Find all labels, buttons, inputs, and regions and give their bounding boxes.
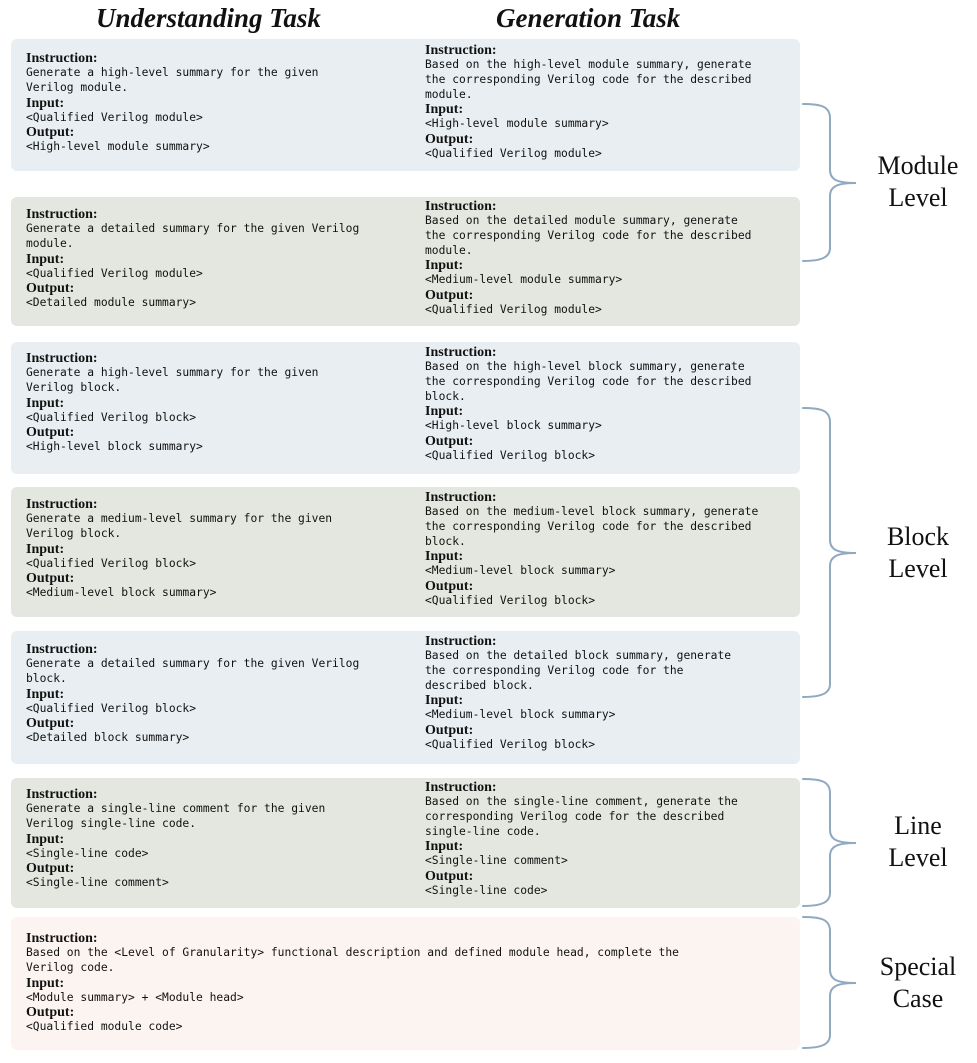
output-text: <High-level module summary> <box>26 140 210 154</box>
output-label: Output: <box>26 425 75 441</box>
instruction-text: Generate a high-level summary for the given Verilog module. <box>26 66 319 94</box>
instruction-text: Generate a detailed summary for the given Verilog module. <box>26 222 360 250</box>
output-label: Output: <box>26 281 75 297</box>
understanding-cell <box>26 497 406 601</box>
input-text: <Qualified Verilog block> <box>26 556 197 570</box>
generation-cell <box>425 345 805 464</box>
row-module-detailed <box>11 197 800 326</box>
output-text: <Medium-level block summary> <box>26 586 217 600</box>
module-level-label <box>858 150 977 214</box>
instruction-label: Instruction: <box>26 351 98 366</box>
input-text: <Qualified Verilog module> <box>26 266 203 280</box>
row-module-high-level <box>11 39 800 171</box>
module-level-label-line1: Module <box>877 151 959 180</box>
instruction-label: Instruction: <box>425 199 497 214</box>
block-level-label-line2: Level <box>888 554 948 583</box>
special-case-brace <box>803 917 856 1048</box>
instruction-label: Instruction: <box>425 43 497 58</box>
output-label: Output: <box>425 723 474 739</box>
output-label: Output: <box>425 579 474 595</box>
input-text: <Qualified Verilog block> <box>26 701 197 715</box>
output-label: Output: <box>26 716 75 732</box>
input-label: Input: <box>26 541 65 557</box>
input-label: Input: <box>425 839 464 855</box>
output-label: Output: <box>425 288 474 304</box>
output-label: Output: <box>26 1005 75 1021</box>
block-level-brace <box>803 408 856 697</box>
instruction-text: Generate a high-level summary for the given Verilog block. <box>26 366 319 394</box>
instruction-text: Based on the <Level of Granularity> functional description and defined module head, complete the Verilog code. <box>26 946 679 974</box>
input-text: <Single-line comment> <box>425 854 568 868</box>
understanding-cell <box>26 787 406 891</box>
block-level-label <box>858 521 977 585</box>
generation-cell <box>425 43 805 162</box>
instruction-label: Instruction: <box>26 931 98 946</box>
output-text: <Detailed module summary> <box>26 296 197 310</box>
output-text: <Qualified Verilog block> <box>425 594 596 608</box>
input-label: Input: <box>26 395 65 411</box>
input-text: <Module summary> + <Module head> <box>26 990 244 1004</box>
instruction-text: Based on the detailed block summary, generate the corresponding Verilog code for the described block. <box>425 649 732 692</box>
input-label: Input: <box>26 831 65 847</box>
instruction-text: Based on the high-level module summary, generate the corresponding Verilog code for the described module. <box>425 58 752 101</box>
instruction-text: Based on the detailed module summary, generate the corresponding Verilog code for the described module. <box>425 214 752 257</box>
generation-cell <box>425 634 805 753</box>
instruction-label: Instruction: <box>425 345 497 360</box>
instruction-text: Generate a detailed summary for the given Verilog block. <box>26 657 360 685</box>
input-text: <High-level module summary> <box>425 117 609 131</box>
instruction-text: Based on the single-line comment, generate the corresponding Verilog code for the described single-line code. <box>425 795 738 838</box>
input-text: <Single-line code> <box>26 846 149 860</box>
input-label: Input: <box>425 549 464 565</box>
row-special-case <box>11 917 800 1050</box>
instruction-text: Generate a single-line comment for the given Verilog single-line code. <box>26 802 326 830</box>
instruction-text: Generate a medium-level summary for the given Verilog block. <box>26 512 333 540</box>
output-text: <Qualified module code> <box>26 1020 183 1034</box>
instruction-label: Instruction: <box>26 787 98 802</box>
instruction-label: Instruction: <box>26 497 98 512</box>
output-text: <Single-line comment> <box>26 876 169 890</box>
line-level-label-line1: Line <box>894 811 942 840</box>
instruction-label: Instruction: <box>425 634 497 649</box>
input-label: Input: <box>26 251 65 267</box>
output-label: Output: <box>26 125 75 141</box>
instruction-label: Instruction: <box>26 207 98 222</box>
special-case-label-line2: Case <box>892 984 944 1013</box>
instruction-label: Instruction: <box>425 490 497 505</box>
special-cell <box>26 931 786 1035</box>
special-case-label <box>858 951 977 1015</box>
understanding-cell <box>26 351 406 455</box>
input-label: Input: <box>425 258 464 274</box>
line-level-label <box>858 810 977 874</box>
output-text: <Qualified Verilog block> <box>425 449 596 463</box>
input-text: <Medium-level module summary> <box>425 273 623 287</box>
row-line-level <box>11 778 800 908</box>
generation-cell <box>425 490 805 609</box>
row-block-high-level <box>11 342 800 474</box>
instruction-label: Instruction: <box>26 51 98 66</box>
input-label: Input: <box>425 102 464 118</box>
output-label: Output: <box>425 869 474 885</box>
instruction-text: Based on the medium-level block summary, generate the corresponding Verilog code for the described block. <box>425 505 759 548</box>
input-text: <High-level block summary> <box>425 419 602 433</box>
instruction-text: Based on the high-level block summary, generate the corresponding Verilog code for the described block. <box>425 360 752 403</box>
input-label: Input: <box>26 975 65 991</box>
module-level-label-line2: Level <box>888 183 948 212</box>
output-text: <Qualified Verilog module> <box>425 303 602 317</box>
understanding-cell <box>26 51 406 155</box>
output-label: Output: <box>425 434 474 450</box>
line-level-label-line2: Level <box>888 843 948 872</box>
module-level-brace <box>803 104 856 261</box>
output-text: <Qualified Verilog block> <box>425 738 596 752</box>
understanding-task-header: Understanding Task <box>96 3 321 33</box>
input-text: <Medium-level block summary> <box>425 564 616 578</box>
output-text: <Single-line code> <box>425 884 548 898</box>
output-text: <Qualified Verilog module> <box>425 147 602 161</box>
input-text: <Qualified Verilog block> <box>26 410 197 424</box>
block-level-label-line1: Block <box>886 522 950 551</box>
row-block-medium-level <box>11 487 800 617</box>
special-case-label-line1: Special <box>879 952 957 981</box>
input-label: Input: <box>26 95 65 111</box>
input-label: Input: <box>425 404 464 420</box>
row-block-detailed <box>11 631 800 764</box>
output-text: <Detailed block summary> <box>26 731 190 745</box>
input-text: <Qualified Verilog module> <box>26 110 203 124</box>
understanding-cell <box>26 642 406 746</box>
generation-cell <box>425 780 805 899</box>
line-level-brace <box>803 779 856 906</box>
generation-cell <box>425 199 805 318</box>
output-label: Output: <box>26 861 75 877</box>
generation-task-header: Generation Task <box>496 3 681 33</box>
input-label: Input: <box>26 686 65 702</box>
understanding-cell <box>26 207 406 311</box>
instruction-label: Instruction: <box>26 642 98 657</box>
input-label: Input: <box>425 693 464 709</box>
output-text: <High-level block summary> <box>26 440 203 454</box>
instruction-label: Instruction: <box>425 780 497 795</box>
output-label: Output: <box>26 571 75 587</box>
output-label: Output: <box>425 132 474 148</box>
input-text: <Medium-level block summary> <box>425 708 616 722</box>
